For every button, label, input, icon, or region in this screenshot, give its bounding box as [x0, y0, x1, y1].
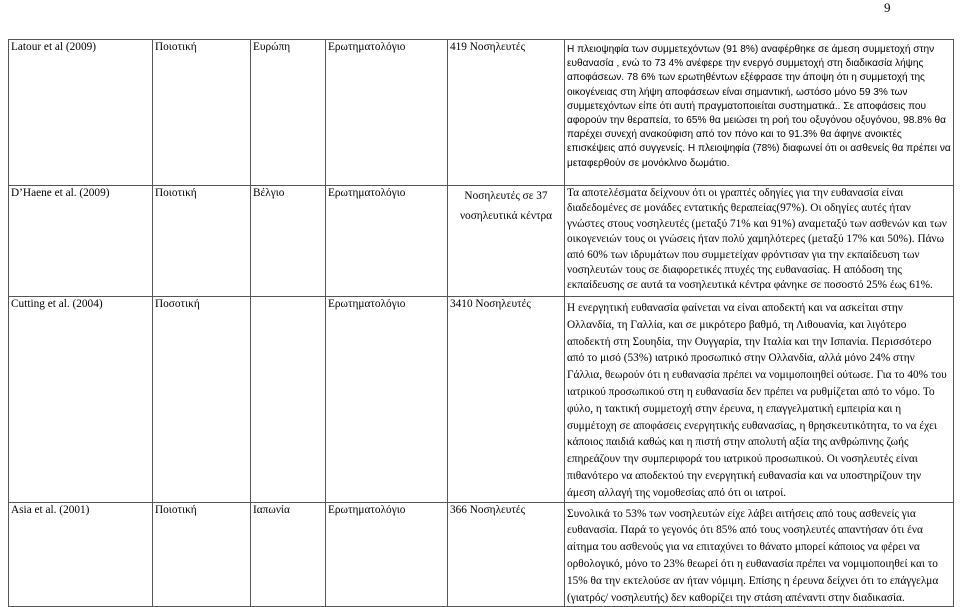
- country-cell: Βέλγιο: [251, 186, 326, 297]
- results-cell: Η πλειοψηφία των συμμετεχόντων (91 8%) αναφέρθηκε σε άμεση συμμετοχή στην ευθανασία , ενώ το 73 4% ανέφερε την ενεργό συμμετοχή στη διαδικασία λήψης αποφάσεων. 78 6% των ερωτηθέντων εξέφρασε την άποψη ότι η συμμετοχή της οικογένειας στη λήψη αποφάσεων είναι σημαντική, ωστόσο μόνο 59 3% των συμμετεχόντων είπε ότι αυτή πραγματοποιείται συστηματικά.. Σε αποφάσεις που αφορούν την θεραπεία, το 65% θα μειώσει τη ροή του οξυγόνου οξυγόνου, 98.8% θα παρέχει συνεχή ανακούφιση από τον πόνο και το 91.3% θα άφηνε ανοικτές επισκέψεις από συγγενείς. Η πλειοψηφία (78%) διαφωνεί ότι οι ασθενείς θα πρέπει να μεταφερθούν σε μονόκλινο δωμάτιο.: [565, 40, 954, 186]
- method-cell: Ποσοτική: [153, 297, 251, 503]
- author-cell: D’Haene et al. (2009): [9, 186, 153, 297]
- country-cell: [251, 297, 326, 503]
- results-cell: Η ενεργητική ευθανασία φαίνεται να είναι αποδεκτή και να ασκείται στην Ολλανδία, τη Γαλλία, και σε μικρότερο βαθμό, τη Λιθουανία, και λιγότερο αποδεκτή στη Σουηδία, την Ουγγαρία, την Ιταλία και την Ισπανία. Περισσότερο από το μισό (53%) ιατρικό προσωπικό στην Ολλανδία, αλλά μόνο 24% στην Γάλλια, θεωρούν ότι η ευθανασία πρέπει να νομιμοποιηθεί ούτωσε. Για το 40% του ιατρικού προσωπικού στη η ευθανασία δεν πρέπει να ρυθμίζεται από το νόμο. Το φύλο, η τακτική συμμετοχή στην έρευνα, η επαγγελματική εμπειρία και η συμμέτοχη σε αποφάσεις ενεργητικής ευθανασίας, η θρησκευτικότητα, το να έχει κάποιος παιδιά καθώς και η πιστή στην απολυτή αξία της ανθρώπινης ζωής επηρεάζουν την συμπεριφορά του ιατρικού προσωπικού. Οι νοσηλευτές είναι πιθανότερο να αποδεκτού την ενεργητική ευθανασία και να υποστηρίζουν την άμεση αλλαγή της νομοθεσίας από ότι οι ιατροί.: [565, 297, 954, 503]
- tool-cell: Ερωτηματολόγιο: [326, 186, 448, 297]
- method-cell: Ποιοτική: [153, 502, 251, 607]
- author-cell: Asia et al. (2001): [9, 502, 153, 607]
- table-row: [9, 502, 954, 607]
- author-cell: Cutting et al. (2004): [9, 297, 153, 503]
- sample-cell: 366 Νοσηλευτές: [448, 502, 565, 607]
- studies-table: [8, 39, 954, 607]
- sample-cell: Νοσηλευτές σε 37 νοσηλευτικά κέντρα: [448, 186, 565, 297]
- tool-cell: Ερωτηματολόγιο: [326, 40, 448, 186]
- method-cell: Ποιοτική: [153, 40, 251, 186]
- table-row: [9, 40, 954, 186]
- page-number: 9: [884, 0, 891, 15]
- country-cell: Ευρώπη: [251, 40, 326, 186]
- tool-cell: Ερωτηματολόγιο: [326, 297, 448, 503]
- country-cell: Ιαπωνία: [251, 502, 326, 607]
- results-cell: Τα αποτελέσματα δείχνουν ότι οι γραπτές οδηγίες για την ευθανασία είναι διαδεδομένες σε μονάδες εντατικής θεραπείας(97%). Οι οδηγίες αυτές ήταν γνώστες στους νοσηλευτές (μεταξύ 71% και 91%) αναμεταξύ των ασθενών και των οικογενειών τους οι γνώσεις ήταν πολύ χαμηλότερες (μεταξύ 17% και 50%). Πάνω από 60% των ιδρυμάτων που συμμετείχαν φρόντισαν για την εκπαίδευση των νοσηλευτών τους σε διαφορετικές πτυχές της ευθανασίας. Η απόδοση της εκπαίδευσης σε αυτά τα νοσηλευτικά κέντρα φάνηκε σε ποσοστό 25% έως 61%.: [565, 186, 954, 297]
- table-row: [9, 297, 954, 503]
- sample-cell: 419 Νοσηλευτές: [448, 40, 565, 186]
- table-row: [9, 186, 954, 297]
- tool-cell: Ερωτηματολόγιο: [326, 502, 448, 607]
- method-cell: Ποιοτική: [153, 186, 251, 297]
- results-cell: Συνολικά το 53% των νοσηλευτών είχε λάβει αιτήσεις από τους ασθενείς για ευθανασία. Παρά το γεγονός ότι 85% από τους νοσηλευτές απαντήσαν ότι ένα αίτημα του ασθενούς για να επιταχύνει το θάνατο μπορεί κάποιος να φέρει να ορθολογικό, μόνο το 23% θεωρεί ότι η ευθανασία πρέπει να νομιμοποιηθεί και το 15% θα την εκτελούσε αν ήταν νόμιμη. Επίσης η έρευνα δείχνει ότι το επάγγελμα (γιατρός/ νοσηλευτής) δεν καθορίζει την στάση απέναντι στην διαδικασία.: [565, 502, 954, 607]
- author-cell: Latour et al (2009): [9, 40, 153, 186]
- sample-cell: 3410 Νοσηλευτές: [448, 297, 565, 503]
